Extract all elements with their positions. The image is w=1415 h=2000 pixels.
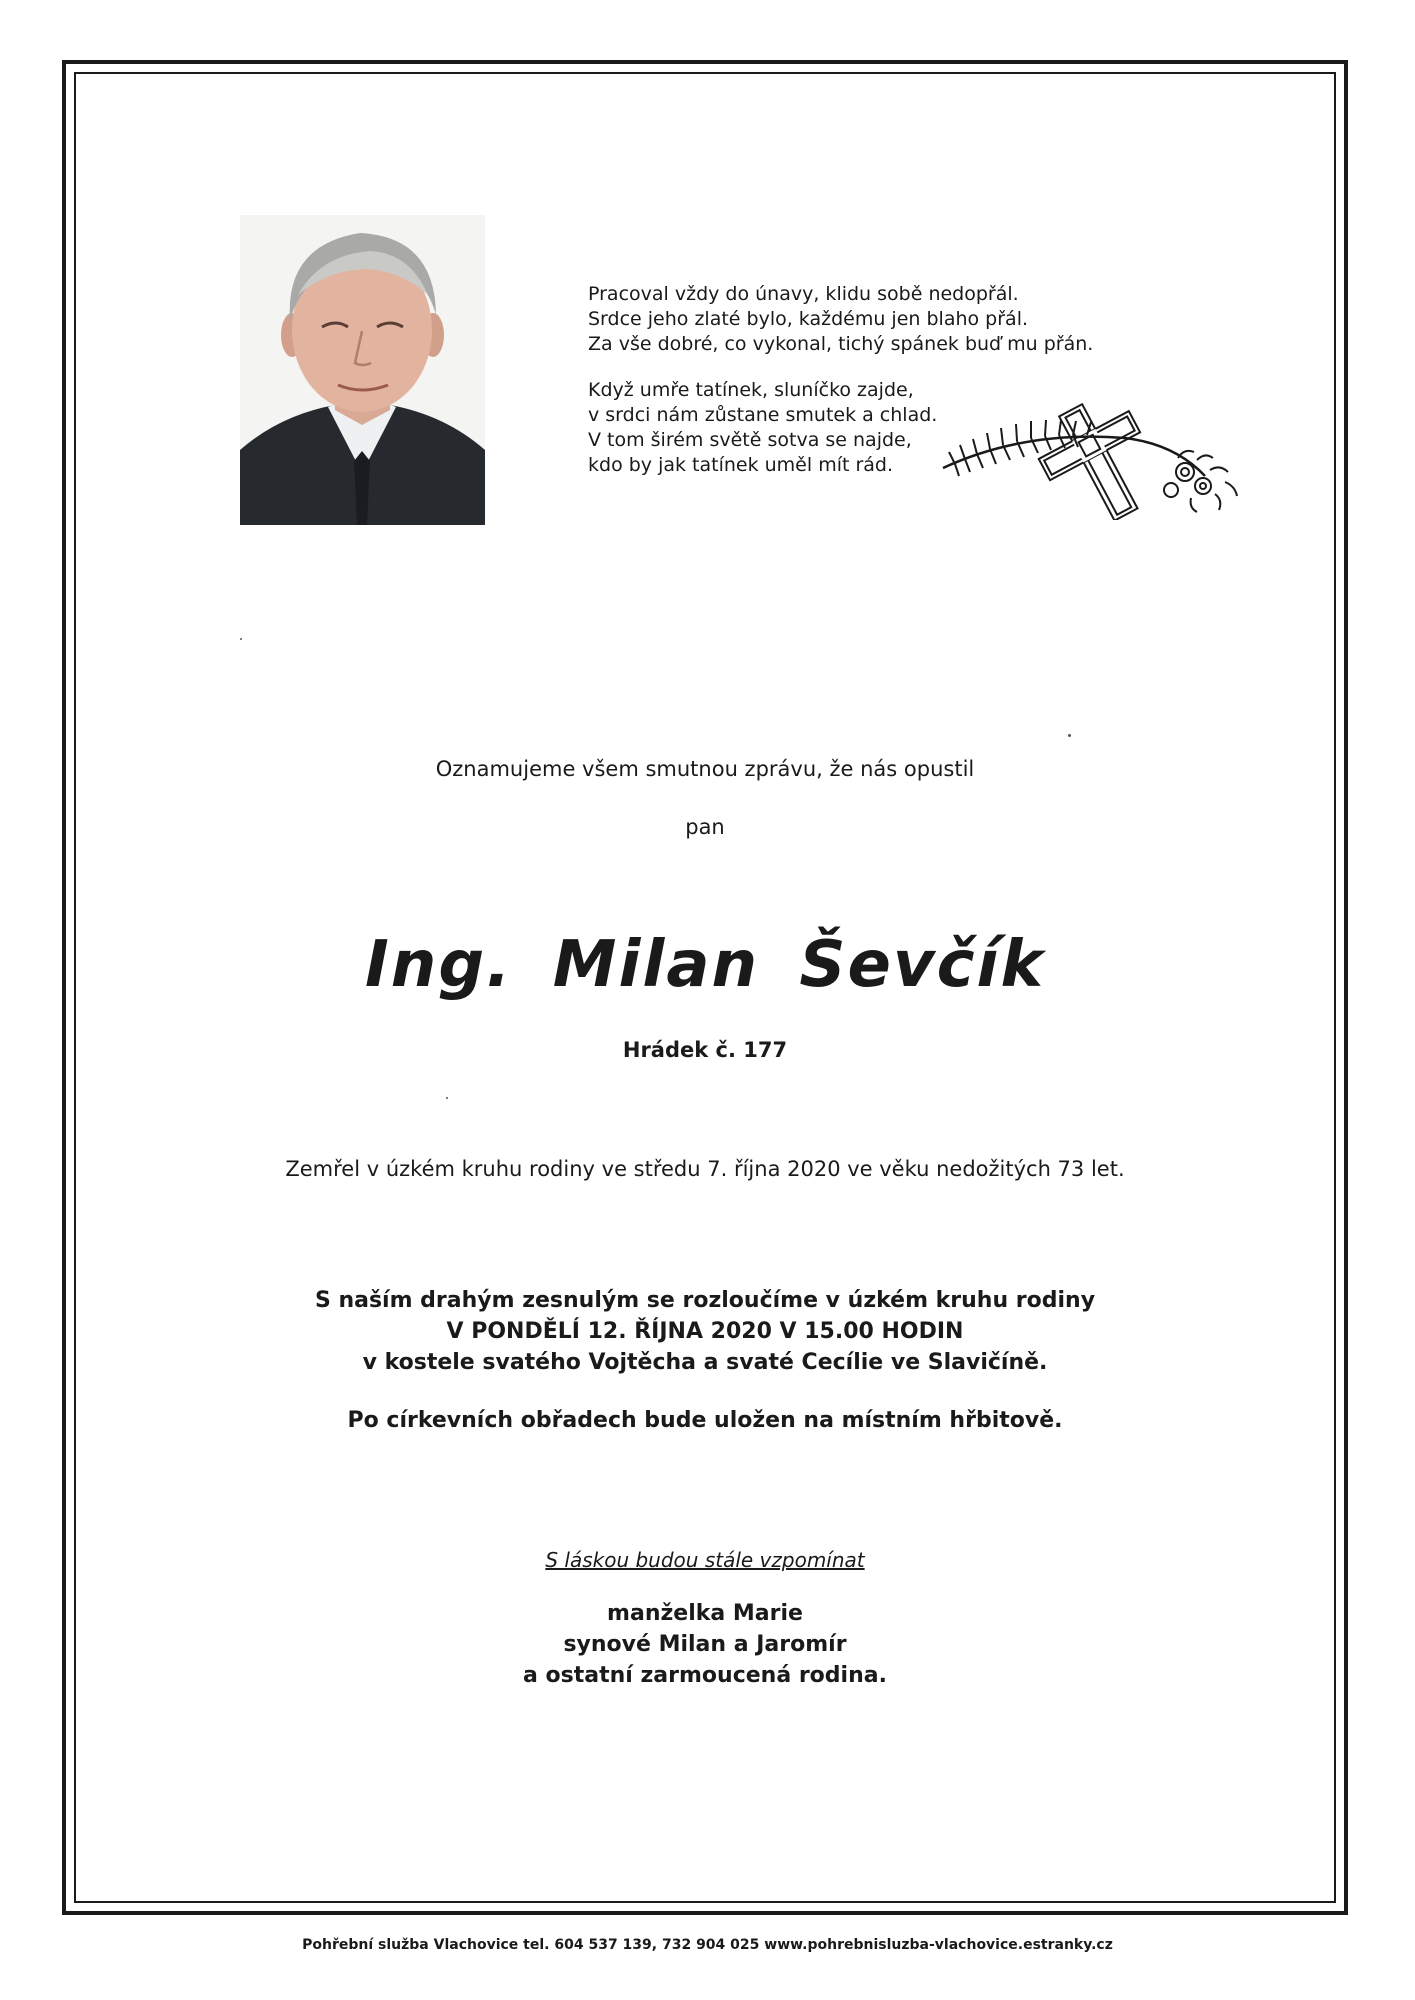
poem-line: v srdci nám zůstane smutek a chlad. — [588, 404, 938, 426]
poem-line: Za vše dobré, co vykonal, tichý spánek buď mu přán. — [588, 333, 1094, 355]
poem-line: Srdce jeho zlaté bylo, každému jen blaho přál. — [588, 308, 1029, 330]
poem-line: V tom širém světě sotva se najde, — [588, 429, 912, 451]
scan-speck — [240, 638, 242, 640]
mourners-list — [74, 1598, 1336, 1691]
portrait-photo — [240, 215, 485, 525]
mourner-line: synové Milan a Jaromír — [563, 1632, 847, 1657]
funeral-service-footer: Pohřební služba Vlachovice tel. 604 537 139, 732 904 025 www.pohrebnisluzba-vlachovice.estranky.cz — [302, 1937, 1113, 1953]
deceased-address: Hrádek č. 177 — [622, 1038, 788, 1062]
announcement-title-word: pan — [685, 815, 725, 839]
poem-line: kdo by jak tatínek uměl mít rád. — [588, 454, 894, 476]
ceremony-line: v kostele svatého Vojtěcha a svaté Cecílie ve Slavičíně. — [362, 1350, 1048, 1375]
scan-speck — [446, 1097, 448, 1099]
mourners-heading: S láskou budou stále vzpomínat — [545, 1548, 865, 1572]
announcement-intro: Oznamujeme všem smutnou zprávu, že nás opustil — [435, 757, 975, 781]
cross-palm-emblem — [935, 390, 1255, 520]
ceremony-line: V PONDĚLÍ 12. ŘÍJNA 2020 V 15.00 HODIN — [446, 1319, 964, 1344]
poem-line: Když umře tatínek, sluníčko zajde, — [588, 379, 914, 401]
poem-stanza-1 — [588, 282, 1108, 357]
death-notice: Zemřel v úzkém kruhu rodiny ve středu 7. října 2020 ve věku nedožitých 73 let. — [285, 1157, 1125, 1181]
deceased-name: Ing. Milan Ševčík — [364, 928, 1046, 1002]
mourner-line: a ostatní zarmoucená rodina. — [523, 1663, 887, 1688]
mourner-line: manželka Marie — [607, 1601, 803, 1626]
scan-speck — [1068, 734, 1071, 737]
burial-note: Po církevních obřadech bude uložen na místním hřbitově. — [347, 1408, 1063, 1433]
poem-line: Pracoval vždy do únavy, klidu sobě nedopřál. — [588, 283, 1019, 305]
ceremony-details — [74, 1285, 1336, 1378]
ceremony-line: S naším drahým zesnulým se rozloučíme v úzkém kruhu rodiny — [314, 1288, 1096, 1313]
